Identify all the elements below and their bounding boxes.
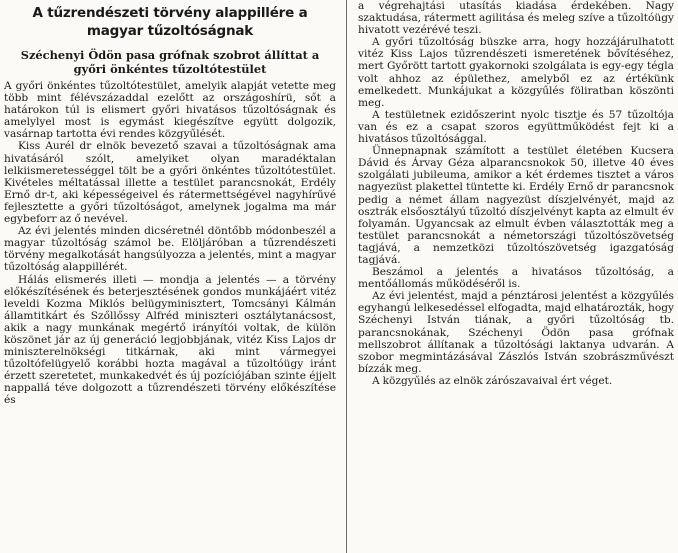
article-paragraph: A győri tűzoltóság büszke arra, hogy hozzájárulhatott vitéz Kiss Lajos tűzrendészeti ismeretének bővítéséhez, mert Győrött tartott gyakornoki szolgálata is egy-egy tégla volt ahhoz az épülethez, amelyből ez az értékünk emelkedett. Munkájukat a közgyűlés föliratban köszönti meg.: [358, 36, 674, 109]
column-divider: [346, 0, 347, 553]
article-subheadline: Széchenyi Ödön pasa grófnak szobrot állíttat a győri önkéntes tűzoltótestület: [20, 48, 320, 76]
article-paragraph: Beszámol a jelentés a hivatásos tűzoltóság, a mentőállomás működéséről is.: [358, 266, 674, 291]
right-column: [358, 0, 674, 553]
article-headline: A tűzrendészeti törvény alappillére a magyar tűzoltóságnak: [32, 5, 308, 39]
article-paragraph: A közgyűlés az elnök zárószavaival ért véget.: [372, 374, 613, 387]
article-paragraph: A testületnek ezidőszerint nyolc tisztje és 57 tűzoltója van és ez a csapat szoros együttműködést fejt ki a hivatásos tűzoltósággal.: [358, 108, 674, 146]
left-column: [4, 0, 336, 553]
article-paragraph: Kiss Aurél dr elnök bevezető szavai a tűzoltóságnak ama hivatásáról szólt, amelyiket olyan maradéktalan lelkiismeretességgel tölt be a győri önkéntes tűzoltótestület. Kivételes méltatással illette a testület parancsnokát, Erdély Ernő dr-t, aki képességeivel és rátermettségével nagyhírűvé fejlesztette a győri tűzoltóságot, amelynek jogalma ma már egybeforr az ő nevével.: [4, 140, 336, 226]
article-paragraph: Ünnepnapnak számított a testület életében Kucsera Dávid és Árvay Géza alparancsnokok 50, illetve 40 éves szolgálati jubileuma, amikor a két érdemes tisztet a város nagyezüst plakettel tüntette ki. Erdély Ernő dr parancsnok pedig a német állam nagyezüst díszjelvényét, majd az osztrák elsőosztályú tűzoltó díszjelvényt kapta az elmult év folyamán. Ugyancsak az elmult évben választották meg a testület parancsnokát a németországi tűzoltószövetség tagjává, a nemzetközi tűzoltószövetség igazgatóság tagjává.: [358, 145, 674, 266]
article-paragraph: Hálás elismerés illeti — mondja a jelentés — a törvény előkészítésének és beterjesztésének gondos munkájáért vitéz leveldi Kozma Miklós belügyminisztert, Tomcsányi Kálmán államtitkárt és Szőllőssy Alfréd miniszteri osztálytanácsost, akik a nagy munkának megértő irányítói voltak, de külön köszönet jár az új generáció legjobbjának, vitéz Kiss Lajos dr miniszterelnökségi titkárnak, aki mint vármegyei tűzoltófelügyelő korábbi hozta magával a tűzoltóügy iránt érzett szeretetet, munkakedvét és új pozíciójában szinte éjjelt nappallá téve dolgozott a tűzrendészeti törvény előkészítése és: [4, 273, 336, 407]
article-paragraph: a végrehajtási utasítás kiadása érdekében. Nagy szaktudása, rátermett agilitása és meleg szíve a tűzoltóügy hivatott vezérévé teszi.: [358, 0, 674, 37]
article-paragraph: Az évi jelentést, majd a pénztárosi jelentést a közgyűlés egyhangú lelkesedéssel elfogadta, majd elhatározták, hogy Széchenyi István tiának, a győri tűzoltóság tb. parancsnokának, Széchenyi Ödön pasa grófnak mellszobrot állítanak a tűzoltósági laktanya udvarán. A szobor megmintázásával Zászlós István szobrászművészt bízzák meg.: [358, 290, 674, 375]
article-paragraph: A győri önkéntes tűzoltótestület, amelyik alapját vetette meg több mint félévszázaddal ezelőtt az országoshírü, sőt a határokon túl is elismert győri hivatásos tűzoltóságnak és amelylyel most is egymást kiegészítve együtt dolgozik, vasárnap tartotta évi rendes közgyűlését.: [4, 80, 336, 141]
article-paragraph: Az évi jelentés minden dicséretnél döntőbb módonbeszél a magyar tűzoltóság számol be. Elöljáróban a tűzrendészeti törvény megalkotását hangsúlyozza a jelentés, mint a magyar tűzoltóság alappillérét.: [4, 225, 336, 274]
